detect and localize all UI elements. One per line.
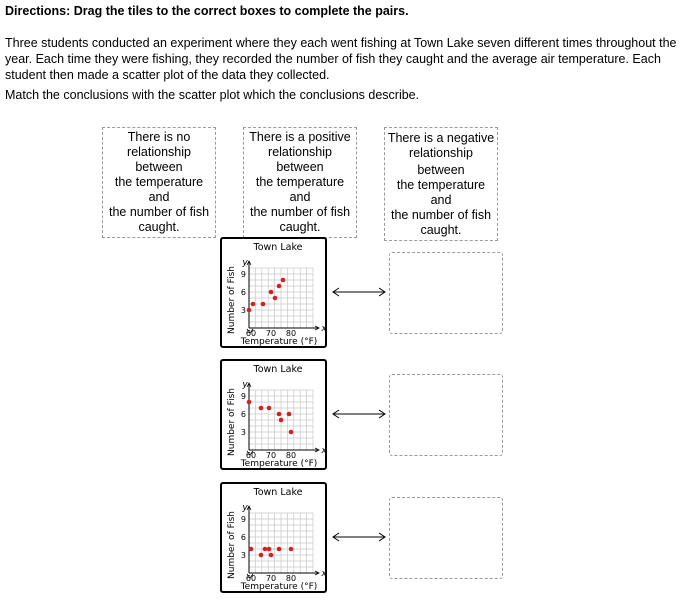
x-tick-label: 70: [265, 329, 277, 338]
scatter-plot-card-3: [220, 482, 327, 593]
x-tick-label: 60: [245, 574, 257, 583]
y-var-label: y: [242, 380, 248, 390]
drop-target-2[interactable]: [389, 374, 503, 456]
x-axis-title: Temperature (°F): [240, 582, 318, 592]
data-point: [259, 406, 264, 411]
data-point: [277, 412, 282, 417]
problem-text: Three students conducted an experiment where they each went fishing at Town Lake seven different times throughout the year. Each time they were fishing, they recorded the number of fish they caught and the average air temperature. Each student then made a scatter plot of the data they collected.: [5, 36, 677, 82]
x-axis-title: Temperature (°F): [240, 337, 318, 347]
y-tick-label: 6: [240, 410, 246, 419]
tile-line: the number of fish: [108, 205, 210, 219]
tile-line: relationship: [409, 146, 473, 160]
scatter-plot-2: [222, 361, 325, 468]
y-tick-label: 6: [240, 533, 246, 542]
data-point: [289, 430, 294, 435]
x-tick-label: 70: [265, 574, 277, 583]
instruction-text: Match the conclusions with the scatter plot which the conclusions describe.: [5, 88, 420, 102]
tile-line: caught.: [279, 220, 321, 234]
y-axis-title: Number of Fish: [227, 511, 237, 579]
y-tick-label: 9: [240, 270, 246, 279]
data-point: [247, 308, 252, 313]
chart-title: Town Lake: [253, 487, 303, 498]
data-point: [277, 284, 282, 289]
tile-line: between: [135, 160, 183, 174]
tile-line: the temperature and: [255, 175, 345, 204]
x-axis-title: Temperature (°F): [240, 459, 318, 469]
x-tick-label: 80: [285, 451, 297, 460]
data-point: [249, 547, 254, 552]
scatter-plot-3: [222, 484, 325, 591]
data-point: [251, 302, 256, 307]
chart-title: Town Lake: [253, 364, 303, 375]
x-tick-label: 70: [265, 451, 277, 460]
y-tick-label: 9: [240, 392, 246, 401]
y-tick-label: 3: [240, 306, 246, 315]
tile-line: the number of fish: [390, 208, 492, 222]
tile-line: relationship: [127, 145, 191, 159]
x-var-label: x: [321, 569, 327, 579]
chart-title: Town Lake: [253, 242, 303, 253]
tile-line: between: [276, 160, 324, 174]
data-point: [269, 290, 274, 295]
y-axis-title: Number of Fish: [227, 266, 237, 334]
double-arrow-icon: [331, 286, 387, 298]
x-var-label: x: [321, 446, 327, 456]
tile-line: caught.: [420, 223, 462, 237]
scatter-plot-1: [222, 239, 325, 346]
tile-no-relationship[interactable]: [102, 127, 216, 238]
data-point: [279, 418, 284, 423]
directions-heading: Directions: Drag the tiles to the correct boxes to complete the pairs.: [5, 4, 409, 18]
tile-line: between: [417, 163, 465, 177]
data-point: [287, 412, 292, 417]
x-tick-label: 80: [285, 329, 297, 338]
data-point: [261, 302, 266, 307]
tile-negative-relationship[interactable]: [384, 127, 498, 241]
x-tick-label: 60: [245, 329, 257, 338]
data-point: [247, 400, 252, 405]
y-axis-title: Number of Fish: [227, 388, 237, 456]
data-point: [273, 296, 278, 301]
x-tick-label: 60: [245, 451, 257, 460]
scatter-plot-card-1: [220, 237, 327, 348]
y-var-label: y: [242, 503, 248, 513]
y-tick-label: 6: [240, 288, 246, 297]
tile-line: the temperature and: [114, 175, 204, 204]
data-point: [259, 553, 264, 558]
tile-line: caught.: [138, 220, 180, 234]
drop-target-1[interactable]: [389, 252, 503, 334]
tile-positive-relationship[interactable]: [243, 127, 357, 238]
tile-line: There is a negative: [387, 131, 495, 145]
tile-line: the number of fish: [249, 205, 351, 219]
data-point: [277, 547, 282, 552]
y-tick-label: 9: [240, 515, 246, 524]
scatter-plot-card-2: [220, 359, 327, 470]
data-point: [267, 406, 272, 411]
data-point: [269, 553, 274, 558]
data-point: [267, 547, 272, 552]
y-tick-label: 3: [240, 551, 246, 560]
data-point: [263, 547, 268, 552]
drop-target-3[interactable]: [389, 497, 503, 579]
tile-line: the temperature and: [396, 178, 486, 207]
y-tick-label: 3: [240, 428, 246, 437]
double-arrow-icon: [331, 531, 387, 543]
y-var-label: y: [242, 258, 248, 268]
x-var-label: x: [321, 324, 327, 334]
x-tick-label: 80: [285, 574, 297, 583]
data-point: [289, 547, 294, 552]
tile-line: There is no: [127, 130, 191, 144]
tile-line: There is a positive: [249, 130, 351, 144]
tile-line: relationship: [268, 145, 332, 159]
double-arrow-icon: [331, 408, 387, 420]
data-point: [281, 278, 286, 283]
